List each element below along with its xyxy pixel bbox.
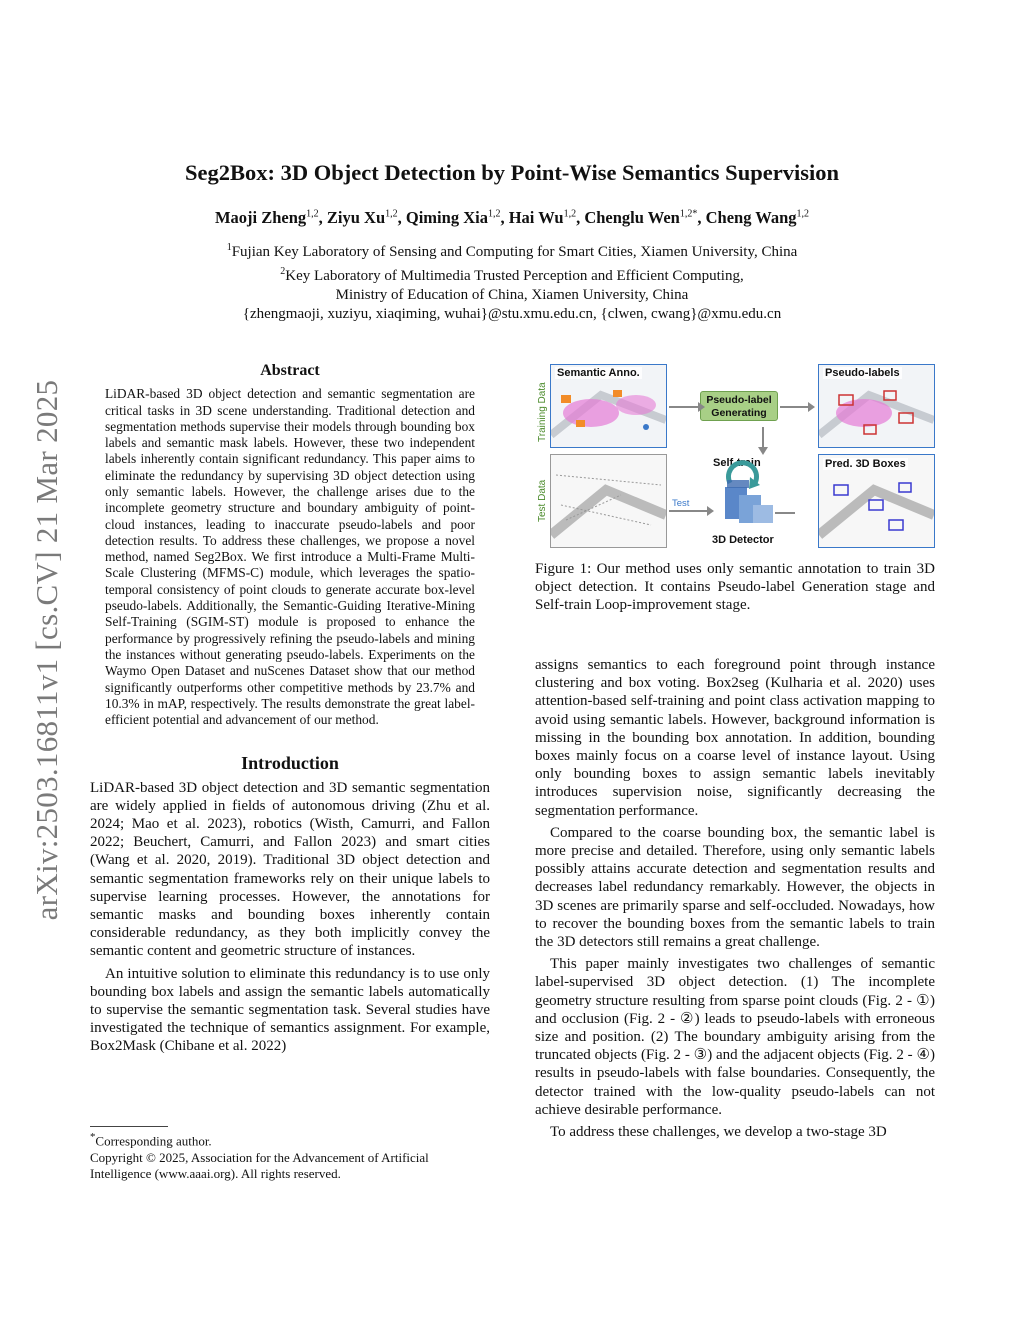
abstract-heading: Abstract bbox=[260, 362, 320, 379]
author-affil-sup: 1,2 bbox=[563, 208, 577, 220]
affiliations bbox=[0, 238, 1024, 324]
left-column bbox=[90, 362, 490, 1056]
pred-boxes-panel bbox=[818, 454, 935, 548]
self-train-loop-diagram bbox=[705, 425, 795, 535]
author-affil-sup: 1,2 bbox=[796, 208, 810, 220]
test-arrow-label: Test bbox=[672, 498, 690, 509]
corresponding-author-note: *Corresponding author. bbox=[90, 1131, 212, 1149]
self-train-label: Self-train bbox=[713, 457, 761, 469]
pred-boxes-label: Pred. 3D Boxes bbox=[825, 458, 906, 470]
abstract-text: LiDAR-based 3D object detection and semantic segmentation are critical tasks in 3D scene understanding. Traditional detection and segmentation methods supervise their models through bounding box labels and semantic mask labels. However, these two independent labels inherently contain significant redundancy. This paper aims to eliminate the redundancy by supervising 3D object detection using only semantic labels. However, the challenge arises due to the incomplete geometry structure and boundary ambiguity of point-cloud instances, leading to inaccurate pseudo-labels and poor detection results. To address these challenges, we propose a novel method, named Seg2Box. We first introduce a Multi-Frame Multi-Scale Clustering (MFMS-C) module, which leverages the spatio-temporal consistency of point clouds to generate accurate box-level pseudo-labels. Additionally, the Semantic-Guiding Iterative-Mining Self-Training (SGIM-ST) module is proposed to enhance the performance by progressively refining the pseudo-labels and mining the instances without generating pseudo-labels. Experiments on the Waymo Open Dataset and nuScenes Dataset show that our method significantly outperforms other competitive methods by 23.7% and 10.3% in mAP, respectively. The results demonstrate the great label-efficient potential and advancement of our method. bbox=[105, 386, 475, 728]
test-data-label: Test Data bbox=[537, 479, 548, 522]
author-list: Maoji Zheng$^{1,2}$, Ziyu Xu$^{1,2}$, Qiming Xia$^{1,2}$, Hai Wu$^{1,2}$, Chenglu Wen$^{1,2*}$, Cheng Wang$^{1,2}$ bbox=[214, 208, 810, 227]
author-affil-sup: 1,2 bbox=[306, 208, 319, 220]
author-name: Ziyu Xu bbox=[326, 208, 386, 227]
author-name: Qiming Xia bbox=[405, 208, 488, 227]
paper-title: Seg2Box: 3D Object Detection by Point-Wise Semantics Supervision bbox=[185, 160, 839, 185]
author-name: Chenglu Wen bbox=[584, 208, 680, 227]
arxiv-id-text: arXiv:2503.16811v1 [cs.CV] 21 Mar 2025 bbox=[29, 379, 64, 921]
pseudo-labels-label: Pseudo-labels bbox=[825, 367, 900, 379]
affiliation-2: $^2$Key Laboratory of Multimedia Trusted Perception and Efficient Computing, bbox=[280, 266, 744, 284]
author-name: Hai Wu bbox=[508, 208, 564, 227]
generation-arrows bbox=[665, 395, 815, 425]
affiliation-1: $^1$Fujian Key Laboratory of Sensing and Computing for Smart Cities, Xiamen University, China bbox=[226, 242, 798, 260]
3d-detector-label: 3D Detector bbox=[712, 534, 774, 546]
introduction-heading: Introduction bbox=[241, 753, 339, 774]
author-emails: {zhengmaoji, xuziyu, xiaqiming, wuhai}@stu.xmu.edu.cn, {clwen, cwang}@xmu.edu.cn bbox=[242, 306, 782, 322]
right-column bbox=[535, 656, 935, 1141]
corresponding-text: Corresponding author. bbox=[95, 1133, 212, 1149]
pseudo-labels-panel bbox=[818, 364, 935, 448]
semantic-anno-label: Semantic Anno. bbox=[557, 367, 640, 379]
author-name: Maoji Zheng bbox=[214, 208, 307, 227]
author-affil-sup: 1,2 bbox=[385, 208, 398, 220]
affiliation-1-text: Fujian Key Laboratory of Sensing and Computing for Smart Cities, Xiamen University, China bbox=[231, 244, 798, 260]
footnote-rule bbox=[90, 1126, 168, 1127]
right-paragraph-1: assigns semantics to each foreground point through instance clustering and box voting. Box2seg (Kulharia et al. 2020) uses attention-based self-training and point class activation mapping to avoid using semantic labels. However, background information is missing in the bounding box annotation. In addition, bounding boxes mainly focus on a coarse level of instance layout. Using only bounding boxes to assign semantic labels inevitably introduces supervision noise, significantly decreasing the segmentation performance. bbox=[535, 657, 935, 819]
test-data-panel bbox=[550, 454, 667, 548]
author-affil-sup: 1,2* bbox=[679, 208, 698, 220]
right-paragraph-3: This paper mainly investigates two challenges of semantic label-supervised 3D object detection. (1) The incomplete geometry structure resulting from sparse point clouds (Fig. 2 - ①) and occlusion (Fig. 2 - ②) leads to pseudo-labels with erroneous size and position. (2) The boundary ambiguity arising from the truncated objects (Fig. 2 - ③) and the adjacent objects (Fig. 2 - ④) results in pseudo-labels with false boundaries. Consequently, the detector trained with the low-quality pseudo-labels can not achieve desirable performance. bbox=[535, 956, 935, 1118]
copyright-note: Copyright © 2025, Association for the Advancement of Artificial Intelligence (www.aaai.org). All rights reserved. bbox=[90, 1149, 429, 1181]
semantic-anno-panel bbox=[550, 364, 667, 448]
author-affil-sup: 1,2 bbox=[487, 208, 501, 220]
right-paragraph-2: Compared to the coarse bounding box, the semantic label is more precise and detailed. Therefore, using only semantic labels possibly attains accurate detection and segmentation results and decreases label redundancy remarkably. However, the objects in 3D scenes are primarily sparse and self-occluded. Nowadays, how to recover the bounding boxes from the semantic labels to train the 3D detectors still remains a great challenge. bbox=[535, 824, 935, 951]
training-data-label: Training Data bbox=[537, 382, 548, 442]
abstract-section bbox=[90, 362, 490, 728]
raw-point-cloud-image bbox=[551, 455, 666, 547]
pseudo-label-generating-box: Pseudo-label Generating bbox=[700, 391, 778, 421]
intro-paragraph-1: LiDAR-based 3D object detection and 3D semantic segmentation are widely applied in fields of autonomous driving (Zhu et al. 2024; Mao et al. 2023), robotics (Wisth, Camurri, and Fallon 2022; Beuchert, Camurri, and Fallon 2023) and smart cities (Wang et al. 2020, 2019). Traditional 3D object detection and semantic segmentation frameworks rely on their unique labels to supervise learning processes. However, the annotations for semantic masks and bounding boxes inherently contain considerable redundancy, as they both implicitly convey the semantic content and geometric structure of instances. bbox=[90, 779, 490, 960]
figure-1-caption: Figure 1: Our method uses only semantic annotation to train 3D object detection. It contains Pseudo-label Generation stage and Self-train Loop-improvement stage. bbox=[535, 561, 935, 614]
arxiv-identifier bbox=[20, 330, 74, 970]
footnote bbox=[90, 1126, 490, 1182]
author-name: Cheng Wang bbox=[705, 208, 797, 227]
affiliation-2-line2: Ministry of Education of China, Xiamen University, China bbox=[335, 287, 689, 303]
intro-paragraph-2: An intuitive solution to eliminate this redundancy is to use only bounding box labels and assign the semantic labels automatically to supervise the semantic segmentation task. Several studies have investigated the technique of semantics assignment. For example, Box2Mask (Chibane et al. 2022) bbox=[90, 965, 490, 1055]
right-paragraph-4: To address these challenges, we develop a two-stage 3D bbox=[550, 1124, 887, 1141]
affiliation-2-text: Key Laboratory of Multimedia Trusted Perception and Efficient Computing, bbox=[285, 268, 744, 284]
